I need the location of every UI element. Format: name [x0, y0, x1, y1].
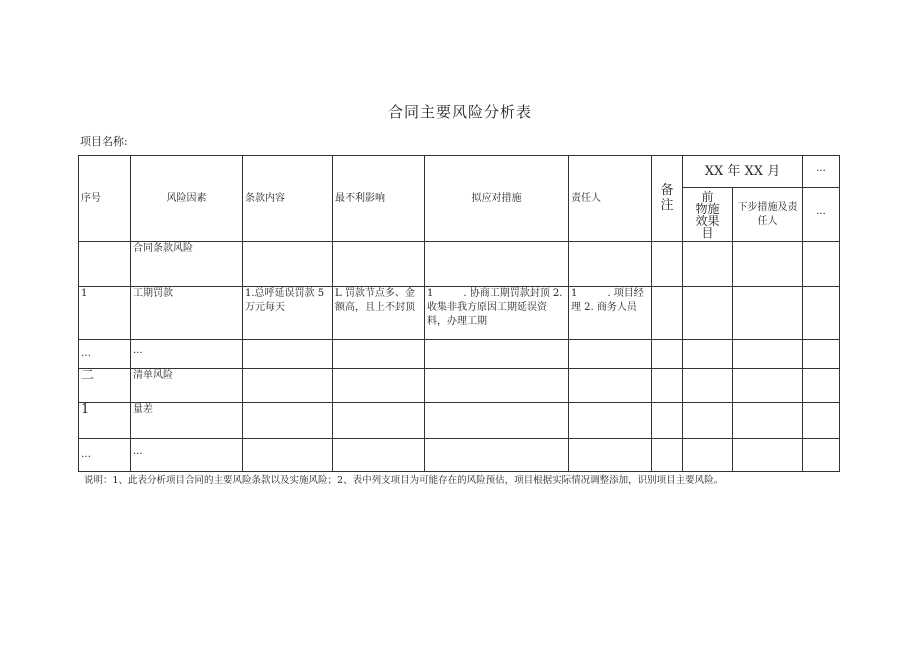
risk-analysis-table	[78, 155, 840, 472]
cell-impact	[333, 403, 425, 439]
cell-empty	[803, 340, 840, 369]
table-row	[79, 242, 840, 287]
cell-impact: L 罚款节点多、金额高，且上不封顶	[333, 287, 425, 340]
cell-empty	[733, 439, 803, 472]
cell-empty	[683, 242, 733, 287]
cell-risk: 工期罚款	[131, 287, 243, 340]
header-responsible: 责任人	[569, 156, 652, 242]
cell-empty	[803, 369, 840, 403]
cell-empty	[683, 403, 733, 439]
cell-risk: ···	[131, 340, 243, 369]
header-next-step: 下步措施及责任人	[733, 188, 803, 242]
header-effect-3: 物	[695, 201, 708, 216]
cell-empty	[652, 287, 683, 340]
cell-risk: 合同条款风险	[131, 242, 243, 287]
cell-empty	[733, 287, 803, 340]
cell-impact	[333, 369, 425, 403]
table-row	[79, 340, 840, 369]
cell-empty	[683, 287, 733, 340]
cell-clause	[243, 439, 333, 472]
table-row	[79, 403, 840, 439]
cell-impact	[333, 340, 425, 369]
cell-empty	[652, 403, 683, 439]
cell-empty	[733, 369, 803, 403]
cell-seq: …	[79, 439, 131, 472]
cell-seq	[79, 242, 131, 287]
header-effect-1: 前	[701, 189, 714, 204]
header-remark-1: 备	[660, 182, 674, 198]
header-effect-2: 施	[707, 201, 720, 216]
table-row	[79, 369, 840, 403]
project-name-label: 项目名称:	[80, 135, 128, 148]
cell-clause	[243, 403, 333, 439]
header-clause: 条款内容	[243, 156, 333, 242]
cell-impact	[333, 439, 425, 472]
cell-empty	[652, 439, 683, 472]
cell-risk: 量差	[131, 403, 243, 439]
cell-empty	[803, 439, 840, 472]
cell-measure: 1 . 协商工期罚款封顶 2. 收集非我方原因工期延误资料，办理工期	[425, 287, 569, 340]
cell-empty	[733, 340, 803, 369]
cell-empty	[683, 340, 733, 369]
cell-seq: …	[79, 340, 131, 369]
header-remark	[652, 156, 683, 242]
header-worst-impact: 最不利影响	[333, 156, 425, 242]
table-row	[79, 439, 840, 472]
cell-measure	[425, 340, 569, 369]
cell-clause	[243, 369, 333, 403]
cell-resp: 1 . 项目经理 2. 商务人员	[569, 287, 652, 340]
cell-measure	[425, 369, 569, 403]
cell-empty	[683, 369, 733, 403]
cell-resp	[569, 403, 652, 439]
cell-resp	[569, 340, 652, 369]
cell-empty	[803, 242, 840, 287]
header-remark-2: 注	[660, 197, 674, 213]
header-month: XX 年 XX 月	[683, 156, 803, 188]
cell-empty	[652, 340, 683, 369]
cell-empty	[683, 439, 733, 472]
cell-impact	[333, 242, 425, 287]
cell-resp	[569, 439, 652, 472]
cell-clause	[243, 340, 333, 369]
cell-seq: 1	[79, 287, 131, 340]
cell-empty	[733, 403, 803, 439]
cell-measure	[425, 403, 569, 439]
header-ellipsis-mid: ···	[803, 188, 840, 242]
cell-measure	[425, 439, 569, 472]
header-effect-5: 目	[701, 225, 714, 240]
cell-empty	[733, 242, 803, 287]
header-effect	[683, 188, 733, 242]
cell-seq: 1	[79, 403, 131, 439]
cell-empty	[652, 242, 683, 287]
cell-resp	[569, 242, 652, 287]
page-title: 合同主要风险分析表	[387, 103, 532, 121]
cell-risk: ···	[131, 439, 243, 472]
cell-empty	[803, 403, 840, 439]
header-risk-factor: 风险因素	[131, 156, 243, 242]
cell-resp	[569, 369, 652, 403]
cell-measure	[425, 242, 569, 287]
header-effect-4: 效果	[695, 213, 720, 228]
cell-risk: 清单风险	[131, 369, 243, 403]
header-measures: 拟应对措施	[425, 156, 569, 242]
cell-clause: 1.总呼延误罚款 5 万元每天	[243, 287, 333, 340]
cell-empty	[803, 287, 840, 340]
cell-seq: 二	[79, 369, 131, 403]
table-row	[79, 287, 840, 340]
cell-empty	[652, 369, 683, 403]
cell-clause	[243, 242, 333, 287]
header-seq: 序号	[79, 156, 131, 242]
footnote: 说明：1、此表分析项目合同的主要风险条款以及实施风险；2、表中列支项目为可能存在的风险预估，项目根据实际情况调整添加，识别项目主要风险。	[84, 475, 724, 486]
header-ellipsis-top: ···	[803, 156, 840, 188]
